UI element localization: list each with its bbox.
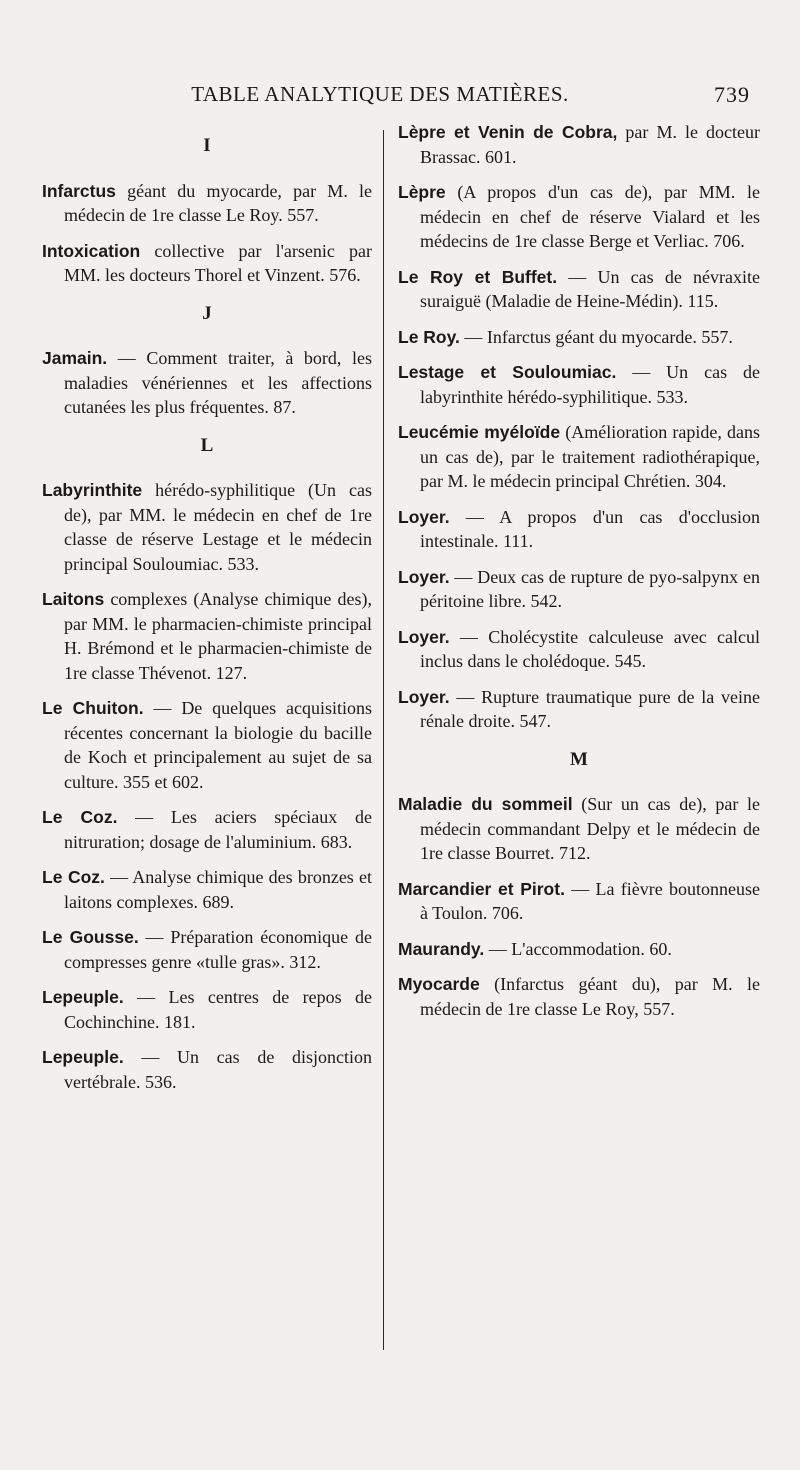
entry-heading: Le Coz. [42, 807, 118, 827]
entry-text: — Analyse chimique des bronzes et laitons complexes. 689. [64, 867, 372, 912]
page-number: 739 [714, 82, 750, 107]
entry-heading: Maladie du sommeil [398, 794, 573, 814]
index-entry [398, 360, 760, 409]
index-entry [42, 925, 372, 974]
index-entry [398, 625, 760, 674]
index-entry [398, 505, 760, 554]
page-header [0, 78, 800, 112]
entry-heading: Le Gousse. [42, 927, 139, 947]
index-entry [398, 972, 760, 1021]
section-letter: I [203, 135, 211, 156]
entry-text: — L'accommodation. 60. [484, 938, 672, 959]
entry-heading: Leucémie myéloïde [398, 422, 561, 442]
entry-heading: Loyer. [398, 506, 450, 527]
entry-text: — De quelques acquisitions récentes concernant la biologie du bacille de Koch et principalement au sujet de sa culture. 355 et 602. [64, 698, 372, 792]
index-entry [42, 1045, 372, 1094]
index-entry [42, 179, 372, 228]
entry-text: par M. le docteur Brassac. 601. [420, 122, 760, 167]
page-title: TABLE ANALYTIQUE DES MATIÈRES. [191, 82, 569, 106]
entry-text: (Sur un cas de), par le médecin commandant Delpy et le médecin de 1re classe Bourret. 712. [420, 794, 760, 863]
index-entry [42, 696, 372, 794]
entry-heading: Lèpre [398, 182, 446, 202]
section-letter: M [570, 748, 588, 770]
index-entry [398, 792, 760, 866]
right-column [398, 120, 760, 1032]
entry-text: — Comment traiter, à bord, les maladies vénériennes et les affections cutanées les plus fréquentes. 87. [64, 348, 372, 417]
entry-text: — Deux cas de rupture de pyo-salpynx en péritoine libre. 542. [420, 566, 760, 611]
entry-text: — La fièvre boutonneuse à Toulon. 706. [420, 878, 760, 923]
entry-text: (A propos d'un cas de), par MM. le médecin en chef de réserve Vialard et les médecins de 1re classe Berge et Verliac. 706. [420, 182, 760, 251]
entry-heading: Le Roy. [398, 326, 460, 347]
entry-text: — Un cas de disjonction vertébrale. 536. [64, 1047, 372, 1092]
entry-heading: Loyer. [398, 626, 450, 647]
entry-text: hérédo-syphilitique (Un cas de), par MM. le médecin en chef de 1re classe de réserve Lestage et le médecin principal Souloumiac. 533. [64, 480, 372, 574]
entry-heading: Lepeuple. [42, 987, 124, 1007]
entry-text: — Préparation économique de compresses genre «tulle gras». 312. [64, 927, 372, 972]
entry-heading: Lèpre et Venin de Cobra, [398, 122, 618, 142]
entry-text: — A propos d'un cas d'occlusion intestinale. 111. [420, 506, 760, 551]
index-entry [398, 877, 760, 926]
entry-heading: Infarctus [42, 180, 116, 201]
entry-text: complexes (Analyse chimique des), par MM. le pharmacien-chimiste principal H. Brémond et le pharmacien-chimiste de 1re classe Thévenot. 127. [64, 589, 372, 683]
index-entry [42, 478, 372, 576]
index-entry [42, 587, 372, 685]
entry-text: géant du myocarde, par M. le médecin de 1re classe Le Roy. 557. [64, 180, 372, 225]
entry-heading: Lestage et Souloumiac. [398, 362, 617, 382]
entry-heading: Intoxication [42, 240, 141, 261]
index-entry [398, 565, 760, 614]
entry-text: — Rupture traumatique pure de la veine rénale droite. 547. [420, 686, 760, 731]
entry-heading: Le Chuiton. [42, 698, 144, 718]
index-entry [398, 265, 760, 314]
entry-heading: Jamain. [42, 348, 108, 368]
index-entry [398, 120, 760, 169]
entry-text: collective par l'arsenic par MM. les docteurs Thorel et Vinzent. 576. [64, 240, 372, 285]
entry-heading: Myocarde [398, 974, 480, 994]
entry-heading: Loyer. [398, 566, 450, 587]
index-entry [398, 937, 760, 962]
entry-heading: Loyer. [398, 686, 450, 707]
section-letter: J [202, 302, 212, 324]
entry-text: — Les centres de repos de Cochinchine. 181. [64, 987, 372, 1032]
entry-text: — Un cas de névraxite suraiguë (Maladie de Heine-Médin). 115. [420, 266, 760, 311]
entry-heading: Lepeuple. [42, 1047, 124, 1067]
index-entry [42, 346, 372, 420]
index-entry [398, 180, 760, 254]
index-entry [42, 805, 372, 854]
entry-text: — Infarctus géant du myocarde. 557. [459, 326, 733, 347]
entry-text: — Un cas de labyrinthite hérédo-syphilitique. 533. [420, 362, 760, 407]
index-entry [398, 420, 760, 494]
entry-text: — Cholécystite calculeuse avec calcul inclus dans le cholédoque. 545. [420, 626, 760, 671]
entry-text: (Amélioration rapide, dans un cas de), par le traitement radiothérapique, par M. le médecin principal Chrétien. 304. [420, 422, 760, 491]
entry-heading: Laitons [42, 589, 105, 609]
entry-text: (Infarctus géant du), par M. le médecin de 1re classe Le Roy, 557. [420, 974, 760, 1019]
section-letter: L [200, 434, 214, 456]
entry-text: — Les aciers spéciaux de nitruration; dosage de l'aluminium. 683. [64, 807, 372, 852]
index-entry [42, 239, 372, 288]
index-entry [42, 985, 372, 1034]
index-entry [398, 325, 760, 350]
index-entry [42, 865, 372, 914]
entry-heading: Marcandier et Pirot. [398, 878, 565, 899]
entry-heading: Labyrinthite [42, 480, 143, 500]
index-entry [398, 685, 760, 734]
column-divider [383, 130, 384, 1350]
entry-heading: Maurandy. [398, 938, 485, 959]
entry-heading: Le Coz. [42, 867, 105, 887]
entry-heading: Le Roy et Buffet. [398, 266, 558, 287]
left-column [42, 120, 372, 1105]
